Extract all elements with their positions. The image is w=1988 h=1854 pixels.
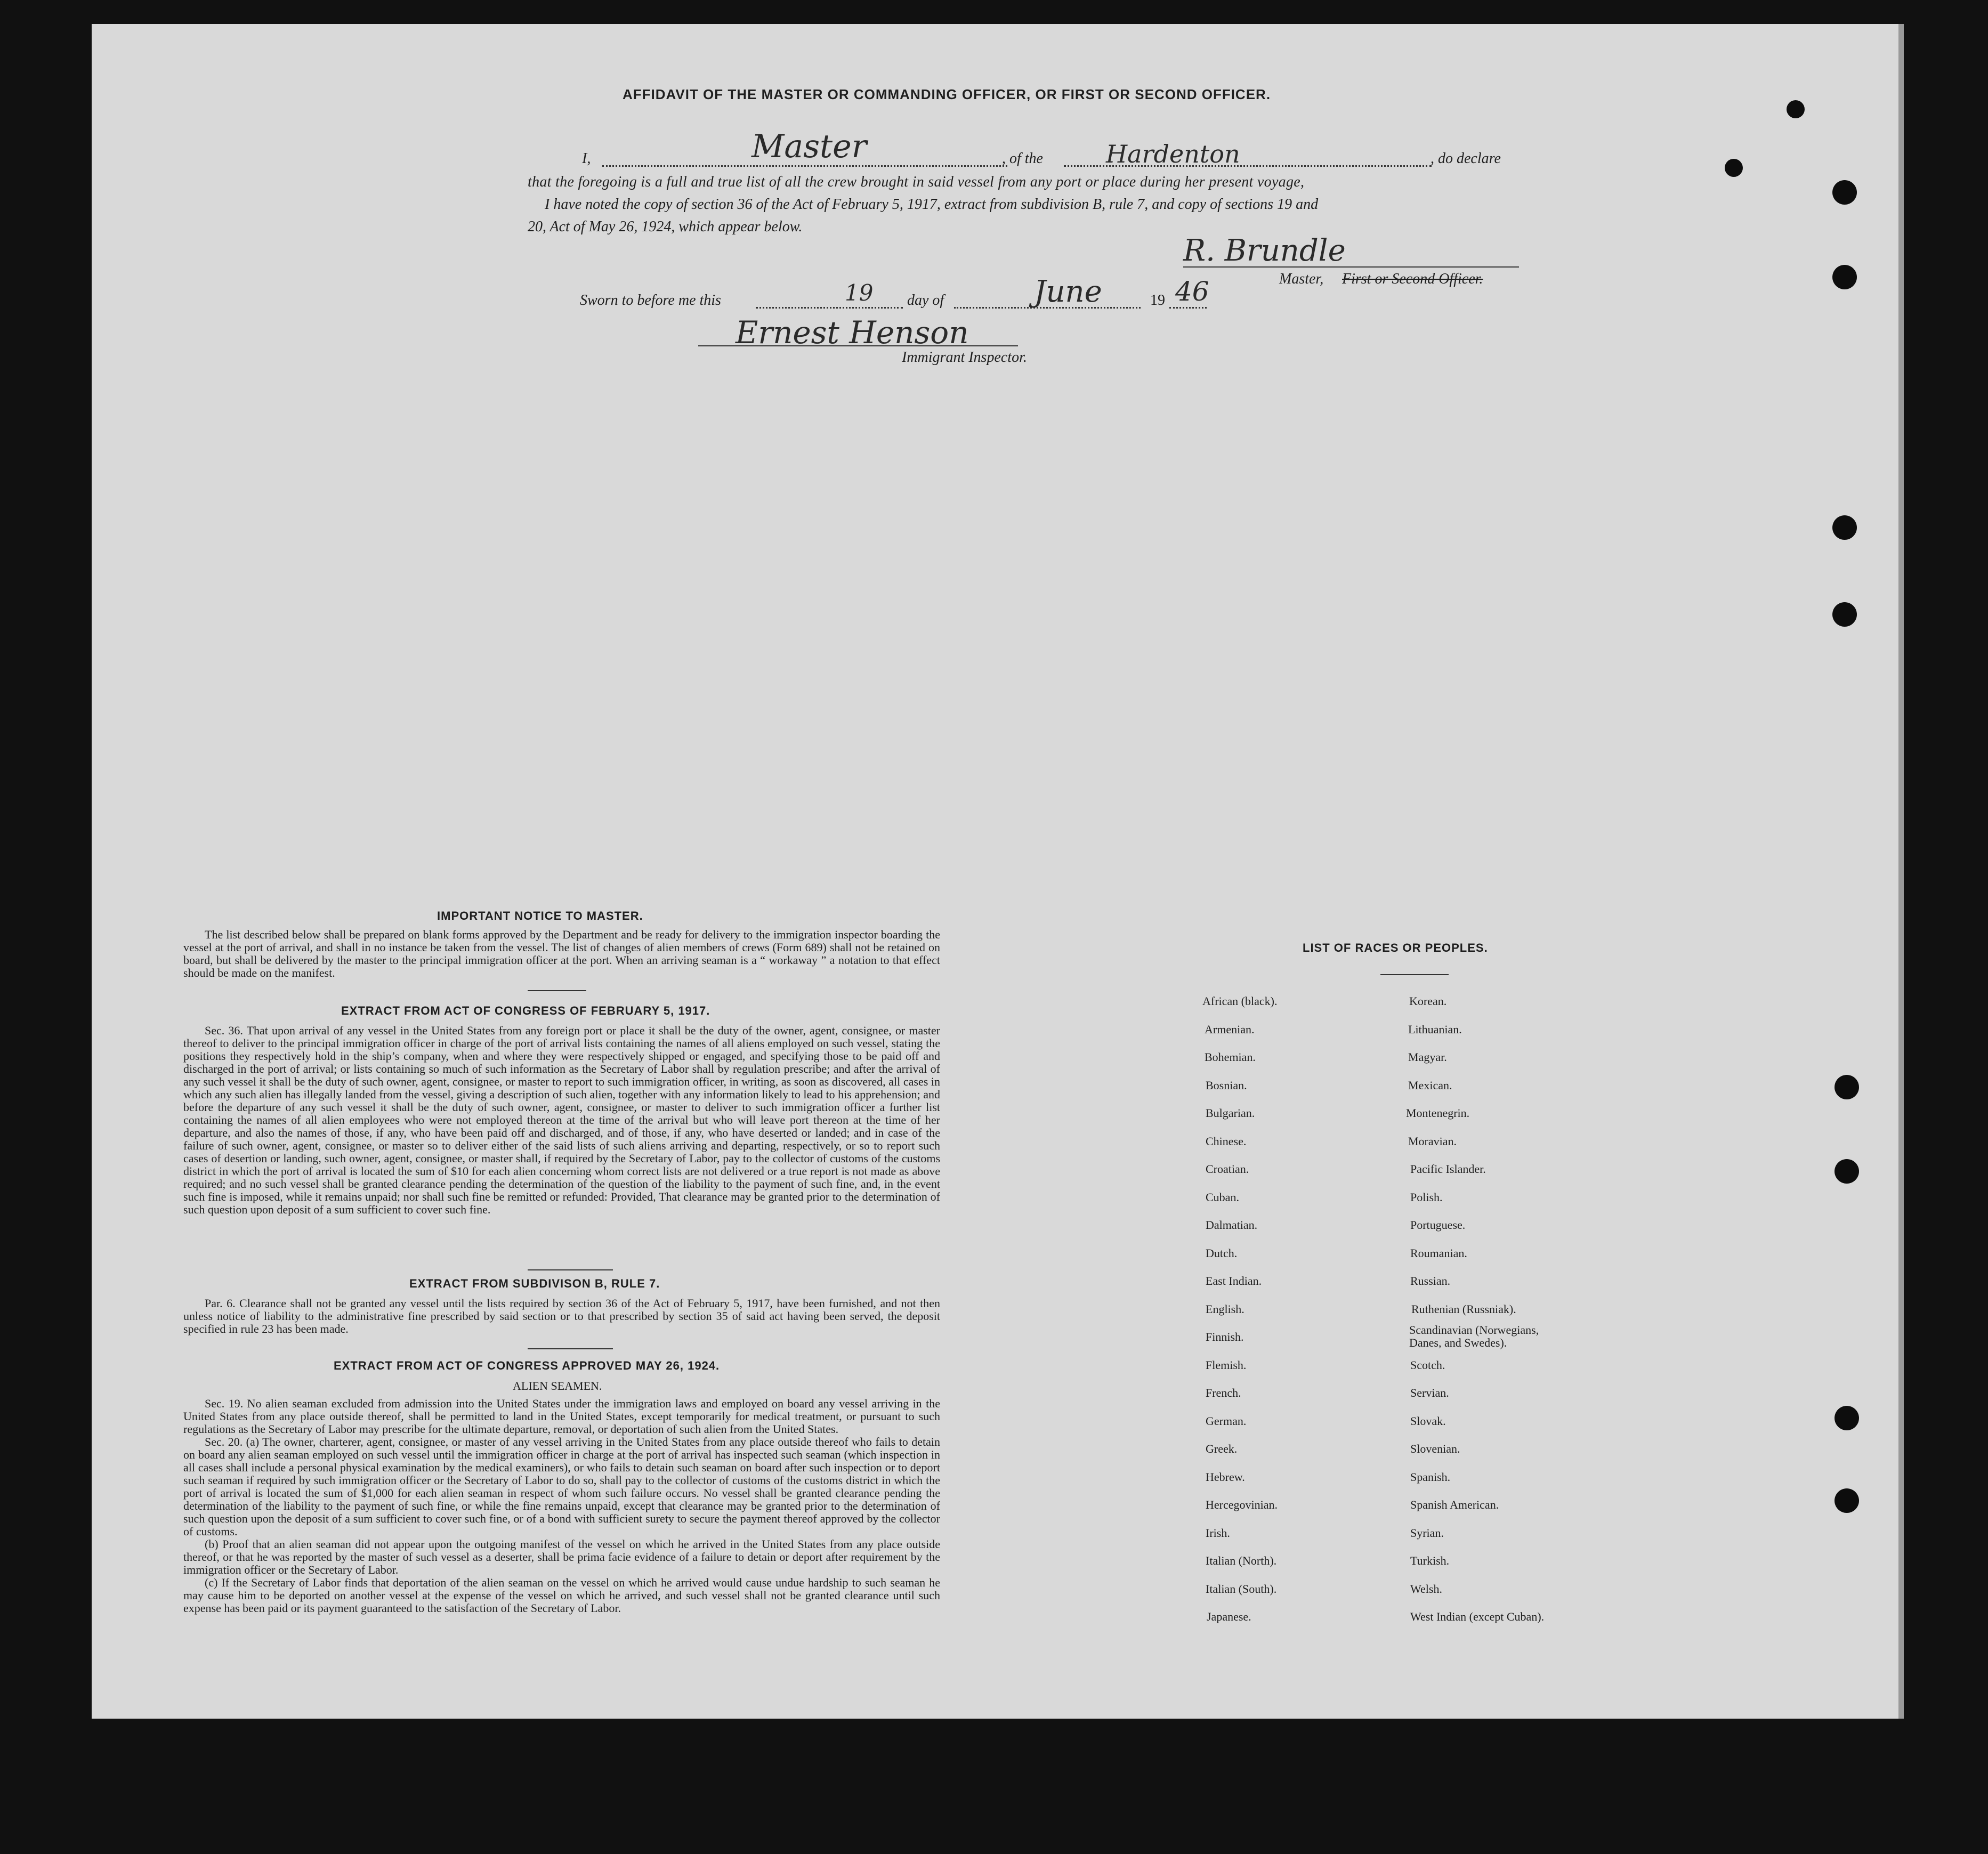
extract-1924-body [183, 1397, 940, 1615]
master-name-handwritten: Master [751, 128, 867, 165]
page-edge [1898, 24, 1904, 1719]
race-item: French. [1206, 1386, 1241, 1399]
race-item: Dutch. [1206, 1246, 1238, 1260]
race-item: Spanish American. [1410, 1498, 1499, 1511]
notice-title: IMPORTANT NOTICE TO MASTER. [437, 909, 643, 922]
race-item: Servian. [1410, 1386, 1449, 1399]
race-item: Dalmatian. [1206, 1218, 1258, 1232]
sworn-day-line [756, 307, 903, 309]
race-item: Chinese. [1206, 1135, 1247, 1148]
race-item: Bohemian. [1205, 1050, 1256, 1064]
sec-20b-text: (b) Proof that an alien seaman did not appear upon the outgoing manifest of the vessel on which he arrived in the United States from any place outside thereof, or that he was reported by the master of such vessel as a deserter, shall be prima facie evidence of a failure to detain or deport after requirement by the immigration officer or the Secretary of Labor. [183, 1537, 940, 1576]
affidavit-title: AFFIDAVIT OF THE MASTER OR COMMANDING OFFICER, OR FIRST OR SECOND OFFICER. [623, 86, 1271, 102]
struck-officer-label: First or Second Officer. [1342, 271, 1483, 287]
affidavit-line-3: I have noted the copy of section 36 of the Act of February 5, 1917, extract from subdivision B, rule 7, and copy of sections 19 and [545, 196, 1319, 213]
alien-seamen-subtitle: ALIEN SEAMEN. [513, 1379, 602, 1392]
race-item: Portuguese. [1410, 1218, 1466, 1232]
race-item: Cuban. [1206, 1191, 1239, 1204]
notice-body-text: The list described below shall be prepared on blank forms approved by the Department and be ready for delivery to the immigration inspector boarding the vessel at the port of arrival, and shall in no instance be taken from the vessel. The list of changes of alien members of crews (Form 689) shall not be retained on board, but shall be delivered by the master to the principal immigration officer at the port. When an arriving seaman is a “ workaway ” a notation to that effect should be made on the manifest. [183, 928, 940, 979]
race-item: West Indian (except Cuban). [1410, 1610, 1545, 1623]
race-item: Ruthenian (Russniak). [1411, 1302, 1516, 1316]
binder-hole-4 [1832, 265, 1857, 289]
race-item: Syrian. [1410, 1526, 1444, 1540]
of-the-label: , of the [1002, 150, 1043, 167]
race-item: East Indian. [1206, 1274, 1262, 1288]
sworn-month-handwritten: June [1034, 274, 1102, 309]
race-item: Irish. [1206, 1526, 1230, 1540]
race-item: Roumanian. [1410, 1246, 1467, 1260]
race-item: Hercegovinian. [1206, 1498, 1278, 1511]
inspector-signature-line [698, 345, 1018, 346]
extract-1917-text: Sec. 36. That upon arrival of any vessel in the United States from any foreign port or place it shall be the duty of the owner, agent, consignee, or master thereof to deliver to the principal immigration officer in charge of the port of arrival lists containing the names of all aliens employed on such vessel, stating the positions they respectively hold in the ship’s company, when and where they were respectively shipped or engaged, and specifying those to be paid off and discharged in the port of arrival; or lists containing so much of such information as the Secretary of Labor shall by regulation prescribe; and after the arrival of any such vessel it shall be the duty of such owner, agent, consignee, or master to report to such immigration officer, in writing, as soon as discovered, all cases in which any such alien has illegally landed from the vessel, giving a description of such alien, together with any information likely to lead to his apprehension; and before the departure of any such vessel it shall be the duty of such owner, agent, consignee, or master to deliver to such immigration officer a further list containing the names of all alien employees who were not employed thereon at the time of the arrival but who will leave port thereon at the time of her departure, and also the names of those, if any, who have been paid off and discharged, and of those, if any, who have deserted or landed; and in case of the failure of such owner, agent, consignee, or master so to deliver either of the said lists of such aliens arriving and departing, respectively, or so to report such cases of desertion or landing, such owner, agent, consignee, or master shall, if required by the Secretary of Labor, pay to the collector of customs of the customs district in which the port of arrival is located the sum of $10 for each alien concerning whom correct lists are not delivered or a true report is not made as above required; and no such vessel shall be granted clearance pending the determination of the question of the liability to the payment of such fine, and, in the event such fine is imposed, while it remains unpaid; nor shall such fine be remitted or refunded: Provided, That clearance may be granted prior to the determination of such question upon deposit of a sum sufficient to cover such fine. [183, 1024, 940, 1216]
race-item: Bulgarian. [1206, 1106, 1255, 1120]
binder-hole-9 [1835, 1406, 1859, 1430]
extract-1917-body [183, 1024, 940, 1216]
race-item: Bosnian. [1206, 1079, 1247, 1092]
binder-hole-5 [1832, 515, 1857, 540]
race-item: Greek. [1206, 1442, 1238, 1455]
sec-20c-text: (c) If the Secretary of Labor finds that deportation of the alien seaman on the vessel on which he arrived would cause undue hardship to such seaman he may cause him to be deported on another vessel at the expense of the vessel on which he arrived, and such vessel shall not be granted clearance until such expense has been paid or its payment guaranteed to the satisfaction of the Secretary of Labor. [183, 1576, 940, 1615]
inspector-signature: Ernest Henson [736, 314, 969, 351]
vessel-name-handwritten: Hardenton [1106, 140, 1240, 168]
master-label: Master, [1279, 271, 1324, 287]
inspector-label: Immigrant Inspector. [902, 349, 1027, 366]
race-item: African (black). [1202, 994, 1278, 1008]
race-item: Welsh. [1410, 1582, 1442, 1596]
subdivision-body [183, 1297, 940, 1335]
race-item: Italian (North). [1206, 1554, 1277, 1567]
binder-hole-6 [1832, 602, 1857, 627]
race-item: Slovak. [1410, 1414, 1446, 1428]
race-item: Scandinavian (Norwegians, Danes, and Swedes). [1409, 1323, 1539, 1349]
sec-20a-text: Sec. 20. (a) The owner, charterer, agent, consignee, or master of any vessel arriving in the United States from any place outside thereof who fails to detain on board any alien seaman employed on such vessel until the immigration officer in charge at the port of arrival has inspected such seaman (which inspection in all cases shall include a personal physical examination by the medical examiners), or who fails to detain such seaman on board after such inspection or to deport such seaman if required by such immigration officer or the Secretary of Labor to do so, shall pay to the collector of customs of the customs district in which the port of arrival is located the sum of $1,000 for each alien seaman in respect of whom such failure occurs. No vessel shall be granted clearance pending the determination of the liability to the payment of such fine, or while the fine remains unpaid, except that clearance may be granted prior to the determination of such question upon the deposit of a sum sufficient to cover such fine, or of a bond with sufficient surety to secure the payment thereof approved by the collector of customs. [183, 1435, 940, 1538]
extract-1917-rule [528, 1269, 613, 1270]
day-of-label: day of [907, 292, 944, 309]
notice-rule [528, 990, 586, 991]
race-item: Hebrew. [1206, 1470, 1245, 1484]
race-item: Polish. [1410, 1191, 1443, 1204]
race-item: Magyar. [1408, 1050, 1447, 1064]
sworn-year-handwritten: 46 [1175, 276, 1209, 307]
race-item: Lithuanian. [1408, 1023, 1462, 1036]
race-item: Armenian. [1205, 1023, 1255, 1036]
race-item: German. [1206, 1414, 1247, 1428]
race-item: Scotch. [1410, 1358, 1445, 1372]
sworn-year-line [1169, 307, 1207, 309]
race-item: Slovenian. [1410, 1442, 1460, 1455]
sec-19-text: Sec. 19. No alien seaman excluded from admission into the United States under the immigration laws and employed on board any vessel arriving in the United States from any place outside thereof, shall be permitted to land in the United States, except temporarily for medical treatment, or pursuant to such regulations as the Secretary of Labor may prescribe for the ultimate departure, removal, or deportation of such alien from the United States. [183, 1397, 940, 1436]
race-item: Montenegrin. [1406, 1106, 1470, 1120]
binder-hole-2 [1725, 159, 1743, 177]
subdivision-text: Par. 6. Clearance shall not be granted any vessel until the lists required by section 36 of the Act of February 5, 1917, have been furnished, and not then unless notice of liability to the administrative fine prescribed by said section or to that prescribed by section 35 of said act having been served, the deposit specified in rule 23 has been made. [183, 1297, 940, 1335]
do-declare-label: , do declare [1431, 150, 1501, 167]
race-item: Italian (South). [1206, 1582, 1277, 1596]
binder-hole-7 [1835, 1075, 1859, 1099]
race-item: Spanish. [1410, 1470, 1451, 1484]
affidavit-line-2: that the foregoing is a full and true list of all the crew brought in said vessel from any port or place during her present voyage, [528, 174, 1305, 190]
race-item: Russian. [1410, 1274, 1451, 1288]
binder-hole-3 [1832, 180, 1857, 205]
sworn-label: Sworn to before me this [580, 292, 721, 309]
race-item: English. [1206, 1302, 1244, 1316]
race-item: Turkish. [1410, 1554, 1450, 1567]
extract-1917-title: EXTRACT FROM ACT OF CONGRESS OF FEBRUARY 5, 1917. [341, 1004, 710, 1017]
subdivision-rule [528, 1348, 613, 1349]
race-item: Japanese. [1207, 1610, 1251, 1623]
binder-hole-1 [1787, 100, 1805, 118]
affidavit-line-4: 20, Act of May 26, 1924, which appear below. [528, 218, 803, 235]
races-title: LIST OF RACES OR PEOPLES. [1303, 941, 1488, 954]
master-signature: R. Brundle [1183, 233, 1346, 268]
year-prefix: 19 [1150, 292, 1165, 309]
affidavit-i-label: I, [582, 150, 591, 167]
binder-hole-10 [1835, 1488, 1859, 1513]
races-rule [1380, 974, 1449, 975]
extract-1924-title: EXTRACT FROM ACT OF CONGRESS APPROVED MAY 26, 1924. [334, 1359, 720, 1372]
race-item: Mexican. [1408, 1079, 1452, 1092]
subdivision-title: EXTRACT FROM SUBDIVISON B, RULE 7. [409, 1277, 660, 1290]
master-signature-line [1183, 266, 1519, 268]
race-item: Moravian. [1408, 1135, 1457, 1148]
sworn-day-handwritten: 19 [845, 280, 874, 306]
binder-hole-8 [1835, 1159, 1859, 1184]
race-item: Pacific Islander. [1410, 1162, 1486, 1176]
race-item: Finnish. [1206, 1330, 1244, 1343]
notice-body [183, 928, 940, 979]
master-name-line [602, 165, 1007, 167]
race-item: Croatian. [1206, 1162, 1249, 1176]
race-item: Korean. [1409, 994, 1447, 1008]
race-item: Flemish. [1206, 1358, 1247, 1372]
